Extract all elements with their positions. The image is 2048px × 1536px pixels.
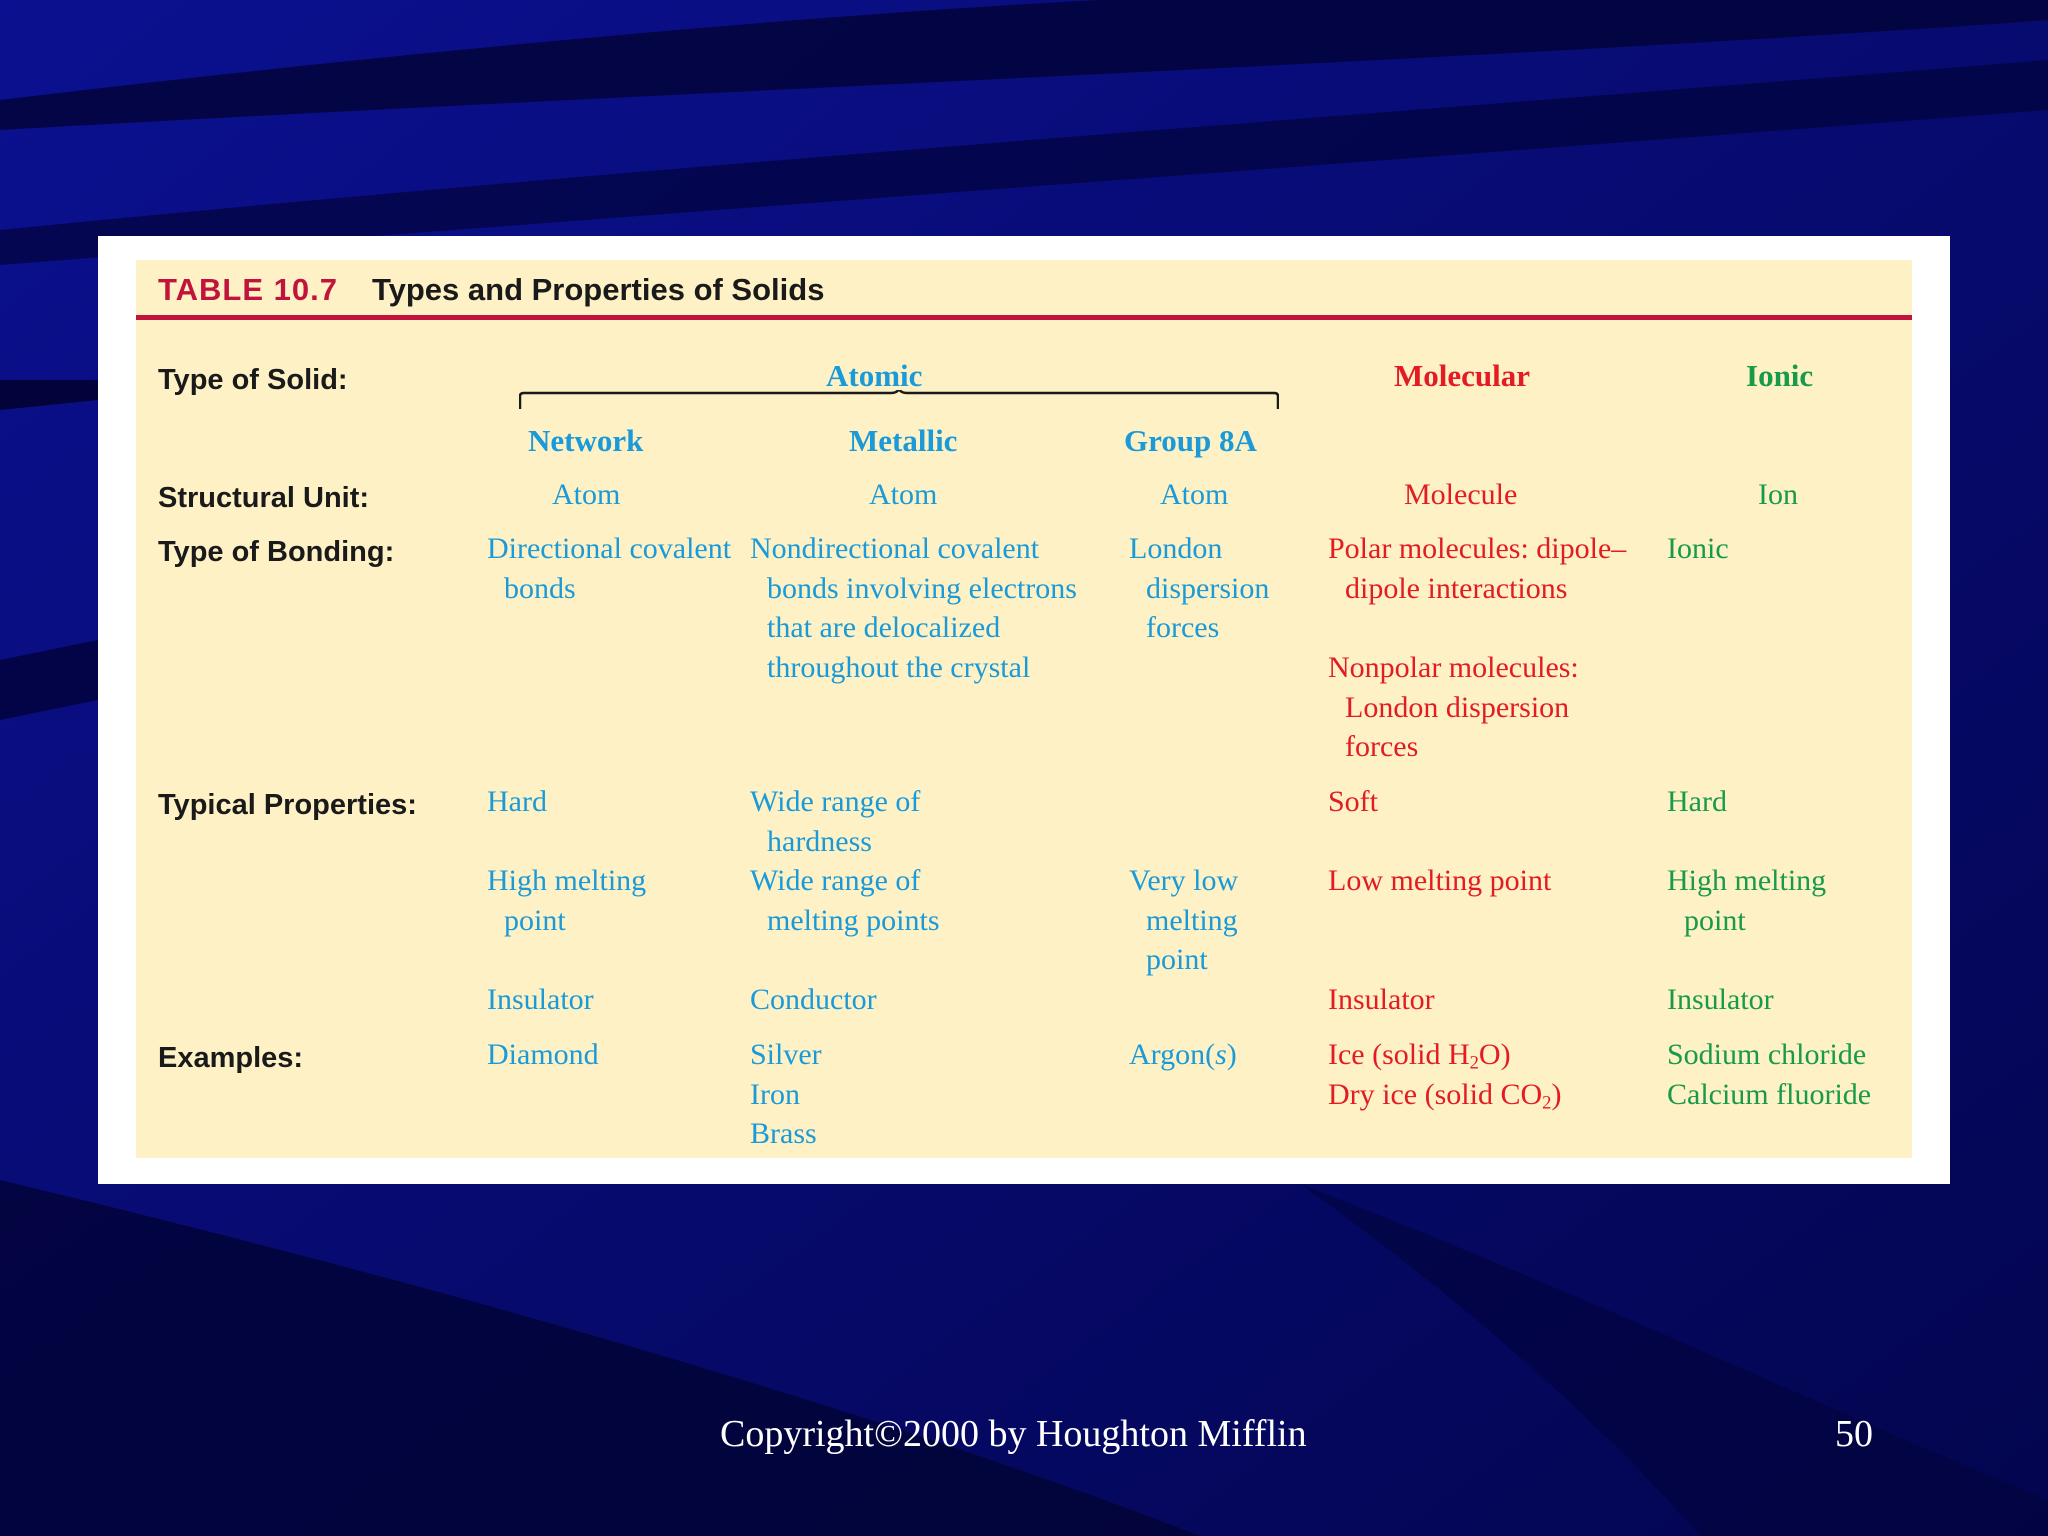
- row-label-type-of-bonding: Type of Bonding:: [158, 536, 395, 568]
- prop-ionic-melting: High melting point: [1667, 864, 1827, 937]
- example-metallic-2: Iron: [750, 1078, 800, 1111]
- row-label-type-of-solid: Type of Solid:: [158, 364, 348, 396]
- example-molecular-1-post: O): [1478, 1038, 1511, 1071]
- group-atomic: Atomic: [826, 358, 923, 393]
- slide-number: 50: [1835, 1413, 1873, 1455]
- prop-network-conductivity: Insulator: [487, 983, 594, 1016]
- table-sheet: [136, 260, 1912, 1158]
- example-molecular-2-pre: Dry ice (solid CO: [1328, 1078, 1543, 1111]
- prop-ionic-conductivity: Insulator: [1667, 983, 1774, 1016]
- group-ionic: Ionic: [1746, 358, 1814, 393]
- prop-group8a-melting: Very low melting point: [1129, 864, 1239, 976]
- prop-network-hardness: Hard: [487, 785, 547, 818]
- prop-metallic-conductivity: Conductor: [750, 983, 877, 1016]
- prop-metallic-melting: Wide range of melting points: [750, 864, 940, 937]
- bonding-ionic: Ionic: [1667, 532, 1729, 565]
- row-label-structural-unit: Structural Unit:: [158, 482, 370, 514]
- unit-network: Atom: [552, 478, 621, 511]
- example-network: Diamond: [487, 1038, 599, 1071]
- bonding-molecular-nonpolar: Nonpolar molecules: London dispersion forces: [1328, 651, 1579, 763]
- unit-metallic: Atom: [869, 478, 938, 511]
- example-molecular-2-post: ): [1551, 1078, 1562, 1111]
- group-molecular: Molecular: [1394, 358, 1531, 393]
- unit-molecular: Molecule: [1404, 478, 1518, 511]
- prop-molecular-hardness: Soft: [1328, 785, 1379, 818]
- atomic-brace: [519, 390, 1279, 412]
- table-frame: [98, 236, 1950, 1184]
- subtype-metallic: Metallic: [849, 423, 958, 458]
- example-molecular-1: [1328, 1035, 1511, 1075]
- table-title-text: Types and Properties of Solids: [371, 272, 825, 307]
- unit-group8a: Atom: [1160, 478, 1229, 511]
- example-molecular-1-pre: Ice (solid H: [1328, 1038, 1470, 1071]
- example-ionic-2: Calcium fluoride: [1667, 1078, 1872, 1111]
- row-label-examples: Examples:: [158, 1042, 304, 1074]
- row-label-typical-properties: Typical Properties:: [158, 789, 417, 821]
- example-metallic-3: Brass: [750, 1117, 817, 1150]
- example-metallic-1: Silver: [750, 1038, 822, 1071]
- prop-molecular-melting: Low melting point: [1328, 864, 1552, 897]
- table-title: [158, 272, 824, 308]
- example-group8a-text: Argon(: [1129, 1038, 1216, 1071]
- table-number: TABLE 10.7: [158, 272, 338, 307]
- example-molecular-2: [1328, 1075, 1561, 1115]
- example-group8a: [1129, 1035, 1237, 1075]
- example-molecular-2-sub: 2: [1542, 1092, 1552, 1114]
- unit-ionic: Ion: [1758, 478, 1798, 511]
- subtype-group8a: Group 8A: [1124, 423, 1257, 458]
- prop-network-melting: High melting point: [487, 864, 647, 937]
- title-rule: [136, 315, 1912, 320]
- bonding-molecular-polar: Polar molecules: dipole–dipole interactions: [1328, 532, 1627, 605]
- copyright-footer: Copyright©2000 by Houghton Mifflin: [720, 1413, 1307, 1455]
- example-molecular-1-sub: 2: [1469, 1052, 1479, 1074]
- bonding-metallic: Nondirectional covalent bonds involving electrons that are delocalized throughout the crystal: [750, 532, 1077, 684]
- bonding-network: Directional covalent bonds: [487, 532, 732, 605]
- bonding-group8a: London dispersion forces: [1129, 532, 1270, 644]
- prop-molecular-conductivity: Insulator: [1328, 983, 1435, 1016]
- example-group8a-state: s: [1215, 1038, 1227, 1071]
- subtype-network: Network: [528, 423, 644, 458]
- prop-metallic-hardness: Wide range of hardness: [750, 785, 921, 858]
- example-group8a-close: ): [1226, 1038, 1237, 1071]
- prop-ionic-hardness: Hard: [1667, 785, 1727, 818]
- example-ionic-1: Sodium chloride: [1667, 1038, 1867, 1071]
